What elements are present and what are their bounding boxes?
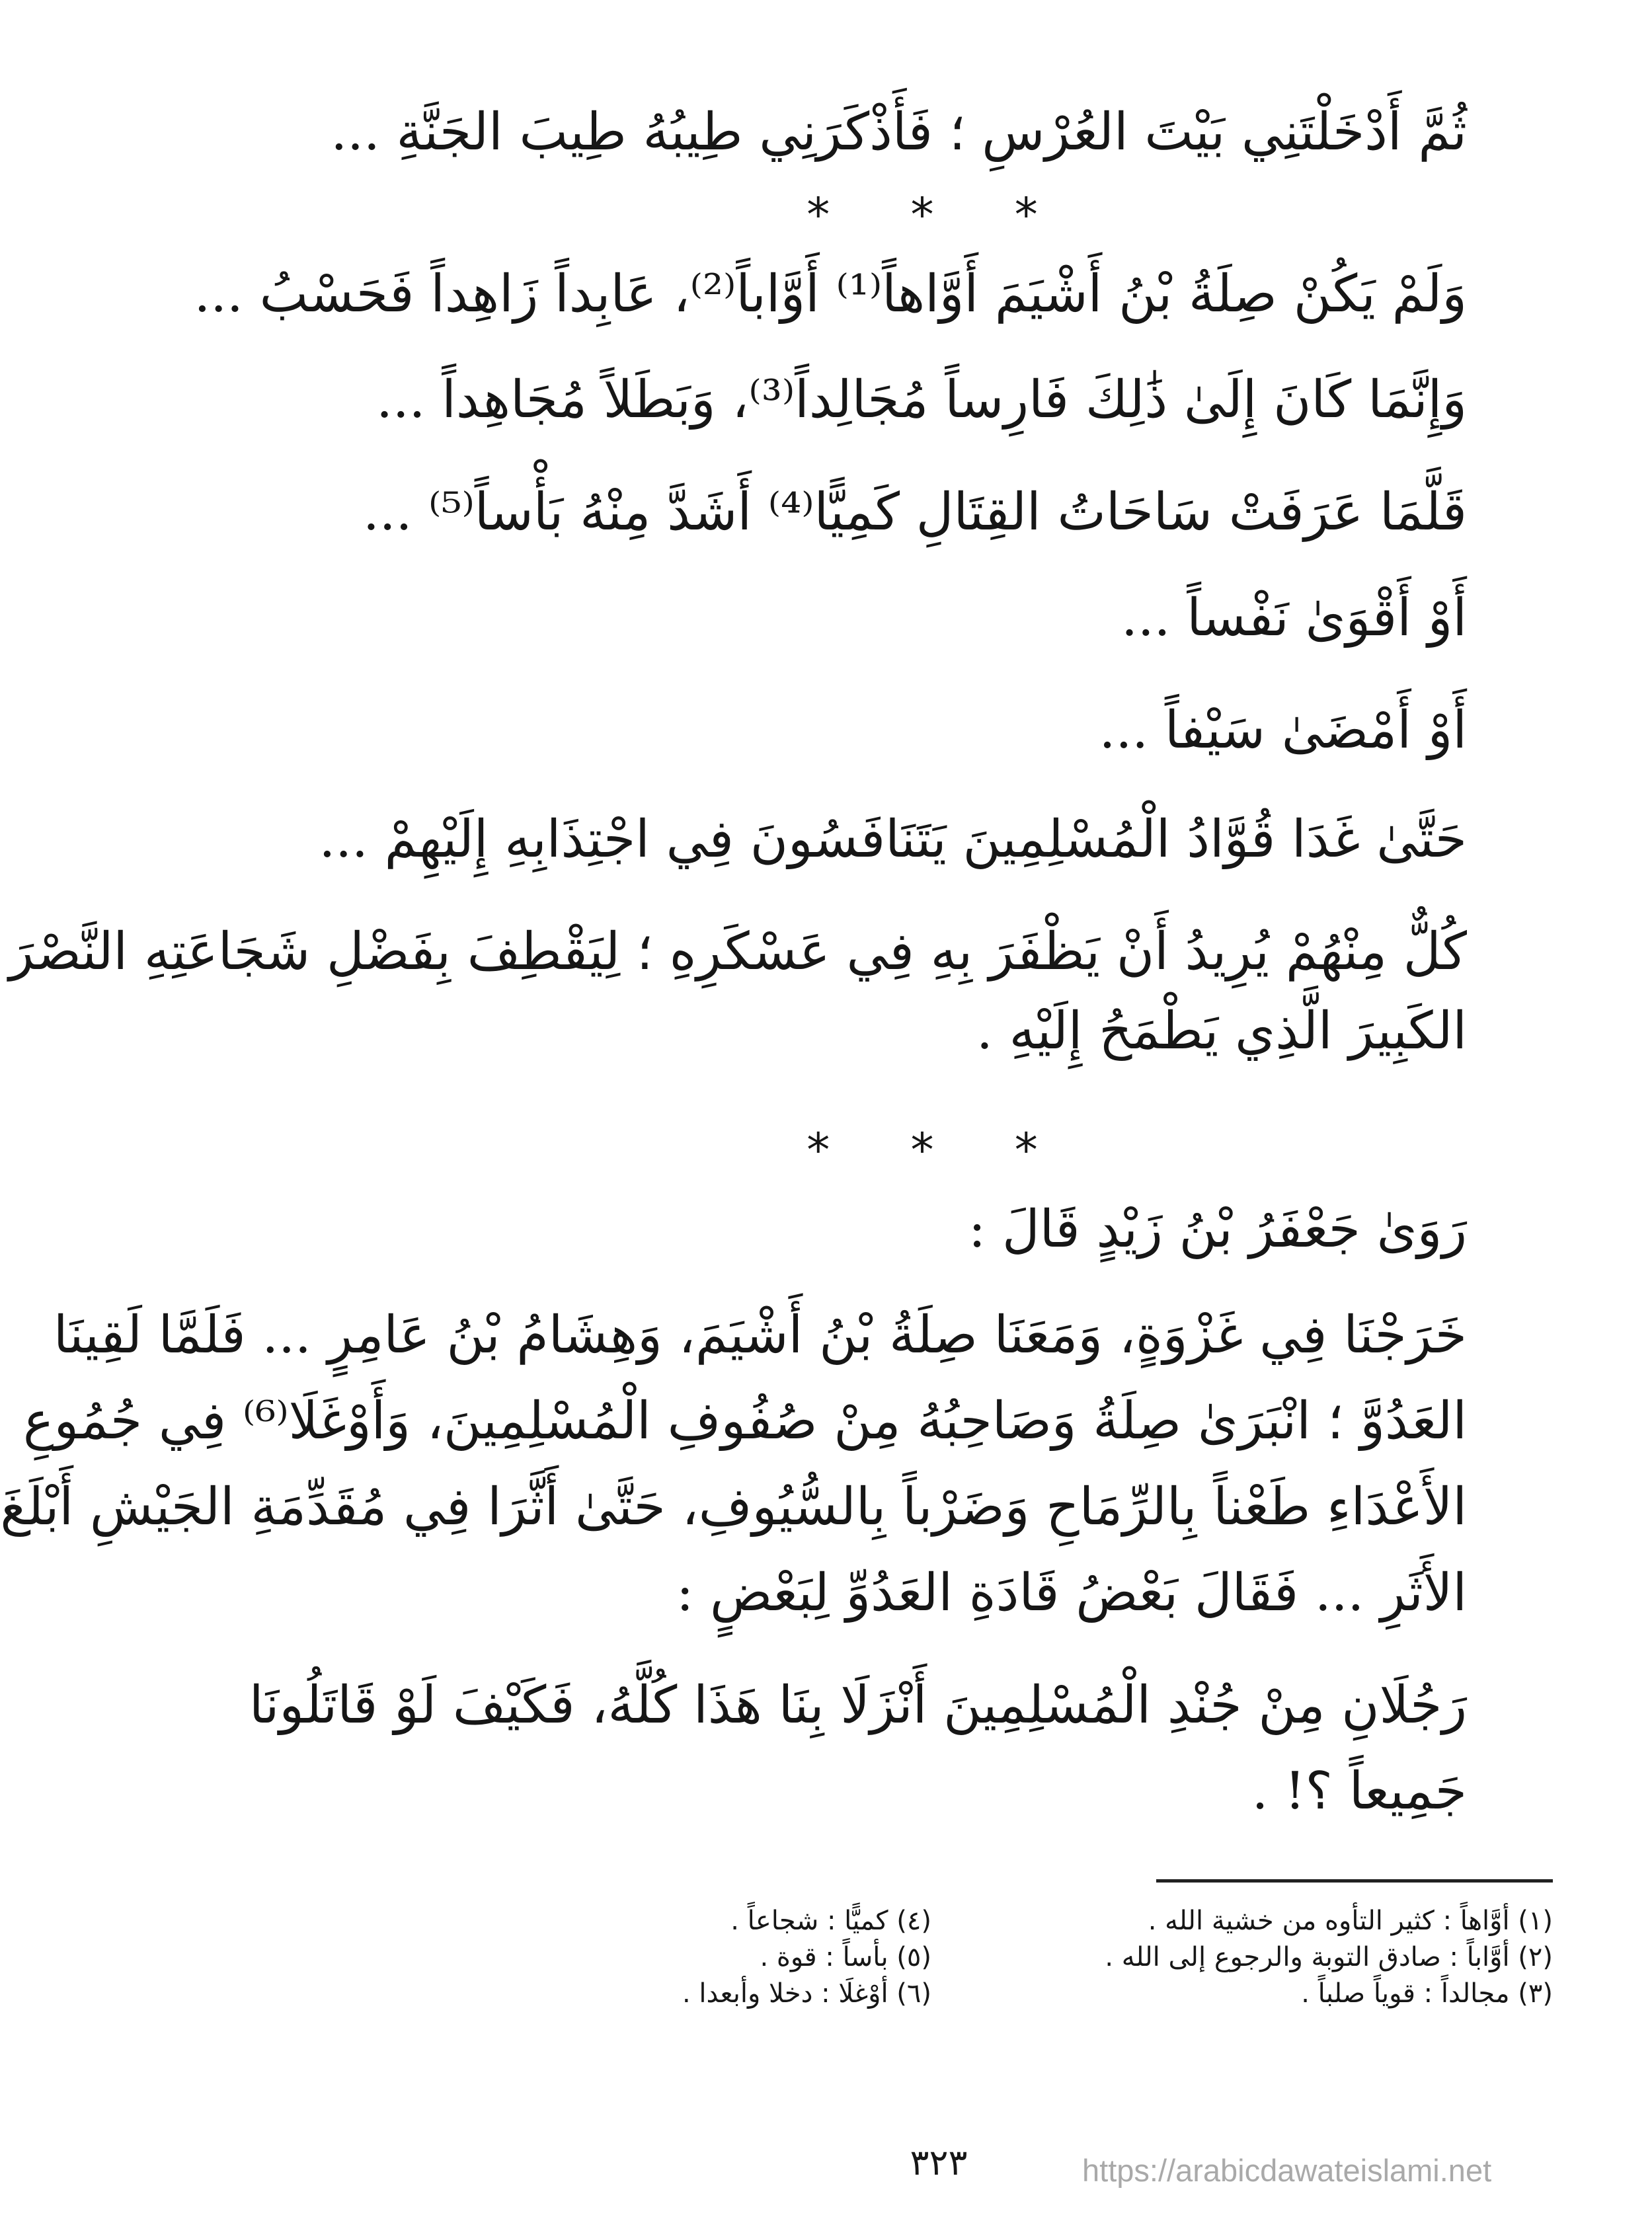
text-line-14: الأَثَرِ ... فَقَالَ بَعْضُ قَادَةِ العَدُوِّ لِبَعْضٍ : [676,1563,1467,1623]
text-line-12: العَدُوَّ ؛ انْبَرَىٰ صِلَةُ وَصَاحِبُهُ مِنْ صُفُوفِ الْمُسْلِمِينَ، وَأَوْغَلَا⁽⁶⁾ فِي جُمُوعِ [22,1391,1467,1451]
text-line-5: أَوْ أَقْوَىٰ نَفْساً ... [1121,588,1467,648]
text-line-4: قَلَّمَا عَرَفَتْ سَاحَاتُ القِتَالِ كَمِيًّا⁽⁴⁾ أَشَدَّ مِنْهُ بَأْساً⁽⁵⁾ ... [363,483,1467,542]
watermark-url: https://arabicdawateislami.net [1082,2153,1492,2188]
page-number: ٣٢٣ [910,2142,968,2183]
footnote-2: (٢) أوَّاباً : صادق التوبة والرجوع إلى الله . [1105,1942,1553,1972]
text-line-6: أَوْ أَمْضَىٰ سَيْفاً ... [1099,701,1467,760]
text-line-16: جَمِيعاً ؟! . [1251,1762,1467,1821]
text-line-11: خَرَجْنَا فِي غَزْوَةٍ، وَمَعَنَا صِلَةُ بْنُ أَشْيَمَ، وَهِشَامُ بْنُ عَامِرٍ ... فَلَمَّا لَقِينَا [53,1305,1467,1365]
text-line-1: ثُمَّ أَدْخَلْتَنِي بَيْتَ العُرْسِ ؛ فَأَذْكَرَنِي طِيبُهُ طِيبَ الجَنَّةِ ... [331,102,1467,162]
footnote-6: (٦) أوْغلَا : دخلا وأبعدا . [682,1978,931,2009]
text-line-15: رَجُلَانِ مِنْ جُنْدِ الْمُسْلِمِينَ أَنْزَلَا بِنَا هَذَا كُلَّهُ، فَكَيْفَ لَوْ قَاتَلُونَا [249,1676,1467,1735]
text-line-9: الكَبِيرَ الَّذِي يَطْمَحُ إِلَيْهِ . [976,1001,1467,1061]
footnote-4: (٤) كميًّا : شجاعاً . [730,1906,931,1936]
text-line-10: رَوَىٰ جَعْفَرُ بْنُ زَيْدٍ قَالَ : [968,1200,1467,1259]
text-line-2: وَلَمْ يَكُنْ صِلَةُ بْنُ أَشْيَمَ أَوَّاهاً⁽¹⁾ أَوَّاباً⁽²⁾، عَابِداً زَاهِداً فَحَسْبُ ... [194,264,1467,324]
text-line-8: كُلٌّ مِنْهُمْ يُرِيدُ أَنْ يَظْفَرَ بِهِ فِي عَسْكَرِهِ ؛ لِيَقْطِفَ بِفَضْلِ شَجَاعَتِهِ النَّصْرَ [9,922,1467,982]
section-separator-1: * * * [806,188,1071,242]
footnotes-right-column [971,1904,1553,2013]
text-line-3: وَإِنَّمَا كَانَ إِلَىٰ ذَٰلِكَ فَارِساً مُجَالِداً⁽³⁾، وَبَطَلاً مُجَاهِداً ... [376,370,1467,430]
footnote-1: (١) أوَّاهاً : كثير التأوه من خشية الله . [1148,1906,1553,1936]
text-line-7: حَتَّىٰ غَدَا قُوَّادُ الْمُسْلِمِينَ يَتَنَافَسُونَ فِي اجْتِذَابِهِ إِلَيْهِمْ ... [319,810,1467,869]
footnote-5: (٥) بأساً : قوة . [760,1942,931,1972]
footnote-separator [1156,1879,1553,1883]
text-line-13: الأَعْدَاءِ طَعْناً بِالرِّمَاحِ وَضَرْباً بِالسُّيُوفِ، حَتَّىٰ أَثَّرَا فِي مُقَدِّمَةِ الجَيْشِ أَبْلَغَ [0,1477,1467,1537]
footnote-3: (٣) مجالداً : قوياً صلباً . [1301,1978,1553,2009]
section-separator-2: * * * [806,1123,1071,1177]
footnotes-left-column [502,1904,931,2013]
